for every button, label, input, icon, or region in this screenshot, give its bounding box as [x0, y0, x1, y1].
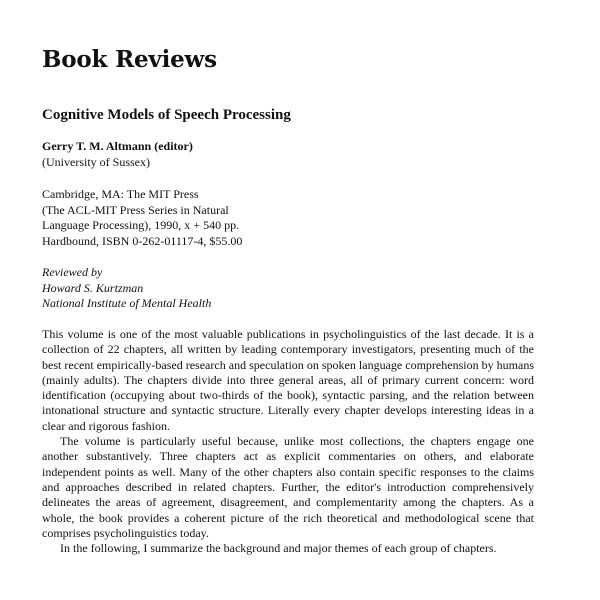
- review-body: [42, 327, 534, 556]
- body-paragraph: This volume is one of the most valuable publications in psycholinguistics of the last decade. It is a collection of 22 chapters, all written by leading contemporary investigators, presenting much of the best recent empirically-based research and speculation on spoken language comprehension by humans (mainly adults). The chapters divide into three general areas, all of primary current concern: word identification (occupying about two-thirds of the book), syntactic parsing, and the relation between intonational structure and syntactic structure. Literally every chapter develops interesting ideas in a clear and rigorous fashion.: [42, 327, 534, 433]
- publication-line: Cambridge, MA: The MIT Press: [42, 187, 199, 201]
- editor-name: Gerry T. M. Altmann (editor): [42, 139, 193, 153]
- publication-block: [42, 187, 242, 249]
- reviewer-name: Howard S. Kurtzman: [42, 280, 144, 295]
- editor-block: [42, 139, 193, 170]
- publication-line: Hardbound, ISBN 0-262-01117-4, $55.00: [42, 233, 243, 248]
- body-paragraph: In the following, I summarize the background and major themes of each group of chapters.: [60, 541, 497, 556]
- publication-line: Language Processing), 1990, x + 540 pp.: [42, 218, 240, 232]
- book-title: Cognitive Models of Speech Processing: [42, 107, 291, 123]
- reviewed-by-label: Reviewed by: [42, 265, 103, 279]
- publication-line: (The ACL-MIT Press Series in Natural: [42, 202, 229, 217]
- section-title: Book Reviews: [42, 46, 217, 73]
- editor-affiliation: (University of Sussex): [42, 154, 150, 169]
- reviewer-block: [42, 265, 211, 312]
- reviewer-institution: National Institute of Mental Health: [42, 296, 212, 310]
- body-paragraph: The volume is particularly useful because, unlike most collections, the chapters engage one another substantively. Three chapters act as explicit commentaries on others, and elaborate independent points as well. Many of the other chapters also contain specific responses to the claims and approaches described in related chapters. Further, the editor's introduction comprehensively delineates the areas of agreement, disagreement, and complementarity among the chapters. As a whole, the book provides a coherent picture of the rich theoretical and methodological scene that comprises psycholinguistics today.: [42, 434, 534, 540]
